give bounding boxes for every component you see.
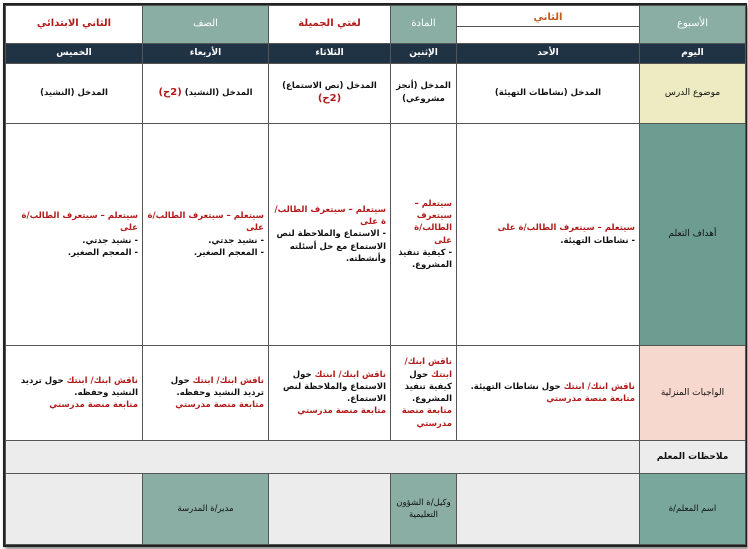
goal-head: سيتعلم – سيتعرف الطالب/ة على (21, 210, 138, 234)
notes-label: ملاحظات المعلم (640, 441, 746, 474)
day-label: اليوم (640, 44, 746, 64)
goals-sunday (457, 124, 640, 346)
topic-wednesday (143, 64, 269, 124)
homework-lead: ناقش ابنك/ ابنتك (314, 369, 386, 380)
topic-label: موضوع الدرس (640, 64, 746, 124)
homework-follow: متابعة منصة مدرستي (297, 406, 386, 417)
notes-row (6, 441, 746, 474)
homework-text: حول ترديد النشيد وحفظه. (170, 375, 264, 398)
homework-row (6, 345, 746, 440)
goal-item: - كيفية تنفيذ المشروع. (398, 247, 452, 271)
goals-thursday (6, 124, 143, 346)
topic-thursday (6, 64, 143, 124)
signatures-row (6, 474, 746, 545)
goal-head: سيتعلم – سيتعرف الطالب/ة على (147, 210, 264, 234)
header-row (6, 6, 746, 44)
homework-text: حول نشاطات التهيئة. (470, 381, 564, 392)
goal-head: سيتعلم – سيتعرف الطالب/ة على (497, 223, 635, 234)
week-empty-line (457, 27, 639, 41)
topic-tag: (2ح) (317, 93, 342, 105)
topic-text: المدخل (نشاطات التهيئة) (494, 88, 602, 99)
homework-tuesday (269, 345, 391, 440)
goals-tuesday (269, 124, 391, 346)
homework-monday (391, 345, 457, 440)
goals-wednesday (143, 124, 269, 346)
homework-wednesday (143, 345, 269, 440)
topic-text: المدخل (النشيد) (40, 88, 108, 99)
day-sunday: الأحد (457, 44, 640, 64)
notes-field[interactable] (6, 441, 640, 474)
topic-text: المدخل (النشيد) (184, 88, 253, 99)
day-monday: الإثنين (391, 44, 457, 64)
lesson-plan-frame (3, 3, 747, 547)
topic-text: المدخل (أنجز مشروعي) (396, 81, 451, 105)
goal-item: - نشيد جدتي. (82, 235, 138, 246)
homework-follow: متابعة منصة مدرستي (401, 406, 452, 429)
topic-tuesday (269, 64, 391, 124)
goal-head: سيتعلم – سيتعرف الطالب/ة على (414, 198, 452, 246)
topic-monday (391, 64, 457, 124)
grade-value: الثاني الابتدائي (6, 6, 143, 44)
teacher-name-label: اسم المعلم/ة (640, 474, 746, 545)
homework-follow: متابعة منصة مدرستي (546, 394, 635, 405)
homework-lead: ناقش ابنك/ ابنتك (192, 375, 264, 386)
week-value-cell (457, 6, 640, 44)
homework-thursday (6, 345, 143, 440)
goal-head: سيتعلم – سيتعرف الطالب/ة على (274, 204, 386, 228)
goal-item: - نشاطات التهيئة. (560, 235, 635, 246)
week-value: الثاني (457, 9, 639, 27)
homework-text: حول الاستماع والملاحظة لنص الاستماع. (282, 369, 386, 405)
lesson-plan-table (5, 5, 746, 545)
subject-value: لغتي الجميلة (269, 6, 391, 44)
homework-follow: متابعة منصة مدرستي (49, 400, 138, 411)
subject-label: المادة (391, 6, 457, 44)
topic-row (6, 64, 746, 124)
goal-item: - المعجم الصغير. (193, 247, 264, 258)
days-row (6, 44, 746, 64)
topic-sunday (457, 64, 640, 124)
goals-label: أهداف التعلم (640, 124, 746, 346)
homework-text: حول ترديد النشيد وحفظه. (20, 375, 138, 398)
topic-text: المدخل (نص الاستماع) (282, 81, 377, 92)
day-thursday: الخميس (6, 44, 143, 64)
homework-text: حول كيفية تنفيذ المشروع. (404, 369, 452, 405)
principal-signature-field[interactable] (6, 474, 143, 545)
goal-item: - الاستماع والملاحظة لنص الاستماع مع حل أسئلته وأنشطته. (276, 229, 386, 265)
homework-sunday (457, 345, 640, 440)
topic-tag: (2ح) (158, 87, 182, 99)
week-label: الأسبوع (640, 6, 746, 44)
deputy-label: وكيل/ة الشؤون التعليمية (391, 474, 457, 545)
deputy-signature-field[interactable] (269, 474, 391, 545)
goal-item: - نشيد جدتي. (208, 235, 264, 246)
principal-label: مدير/ة المدرسة (143, 474, 269, 545)
goals-row (6, 124, 746, 346)
homework-lead: ناقش ابنك/ ابنتك (563, 381, 635, 392)
goal-item: - المعجم الصغير. (67, 247, 138, 258)
day-tuesday: الثلاثاء (269, 44, 391, 64)
homework-label: الواجبات المنزلية (640, 345, 746, 440)
homework-lead: ناقش ابنك/ ابنتك (404, 357, 452, 380)
goals-monday (391, 124, 457, 346)
homework-lead: ناقش ابنك/ ابنتك (66, 375, 138, 386)
grade-label: الصف (143, 6, 269, 44)
homework-follow: متابعة منصة مدرستي (175, 400, 264, 411)
day-wednesday: الأربعاء (143, 44, 269, 64)
teacher-name-field[interactable] (457, 474, 640, 545)
